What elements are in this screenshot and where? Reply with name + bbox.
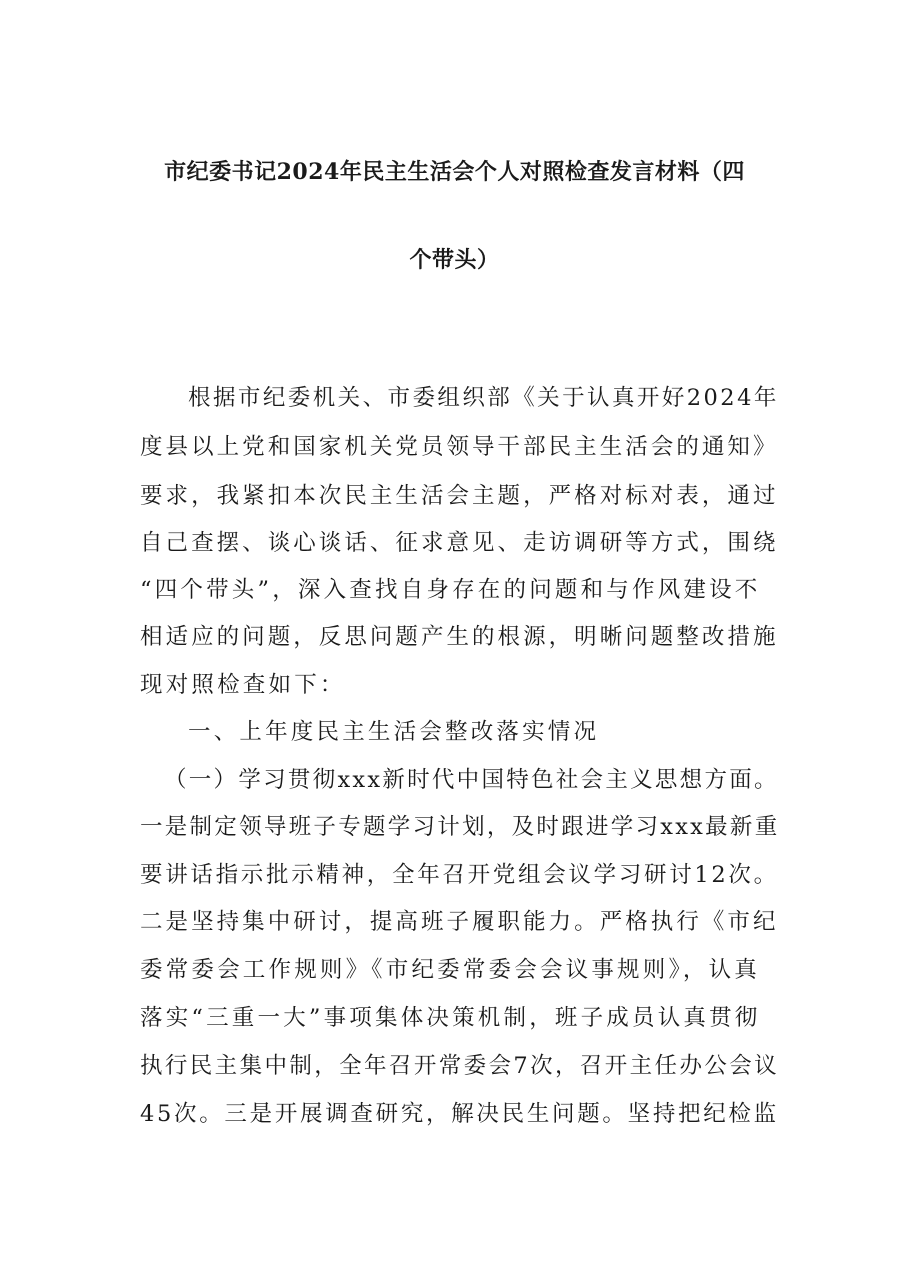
subsection-heading: （一）学习贯彻xxx新时代中国特色社会主义思想方面。 (164, 767, 779, 793)
paragraph-line: “四个带头”，深入查找自身存在的问题和与作风建设不 (140, 577, 761, 603)
paragraph-line: 二是坚持集中研讨，提高班子履职能力。严格执行《市纪 (140, 909, 779, 935)
paragraph-line: 根据市纪委机关、市委组织部《关于认真开好2024年 (188, 385, 779, 411)
paragraph-line: 相适应的问题，反思问题产生的根源，明晰问题整改措施 (140, 624, 779, 650)
paragraph-line: 委常委会工作规则》《市纪委常委会会议事规则》，认真 (140, 957, 761, 983)
paragraph-line: 自己查摆、谈心谈话、征求意见、走访调研等方式，围绕 (140, 530, 779, 556)
section-heading: 一、上年度民主生活会整改落实情况 (188, 719, 600, 745)
paragraph-line: 度县以上党和国家机关党员领导干部民主生活会的通知》 (140, 434, 779, 460)
paragraph-line: 落实“三重一大”事项集体决策机制，班子成员认真贯彻 (140, 1005, 761, 1031)
paragraph-line: 执行民主集中制，全年召开常委会7次，召开主任办公会议 (140, 1053, 780, 1079)
paragraph-line: 45次。三是开展调查研究，解决民生问题。坚持把纪检监 (140, 1101, 779, 1127)
document-title-line-1: 市纪委书记2024年民主生活会个人对照检查发言材料（四 (164, 159, 745, 185)
paragraph-line: 要求，我紧扣本次民主生活会主题，严格对标对表，通过 (140, 483, 779, 509)
paragraph-line: 要讲话指示批示精神，全年召开党组会议学习研讨12次。 (140, 862, 779, 888)
paragraph-line: 一是制定领导班子专题学习计划，及时跟进学习xxx最新重 (140, 814, 780, 840)
paragraph-line: 现对照检查如下： (140, 672, 346, 698)
document-title-line-2: 个带头） (409, 247, 500, 273)
